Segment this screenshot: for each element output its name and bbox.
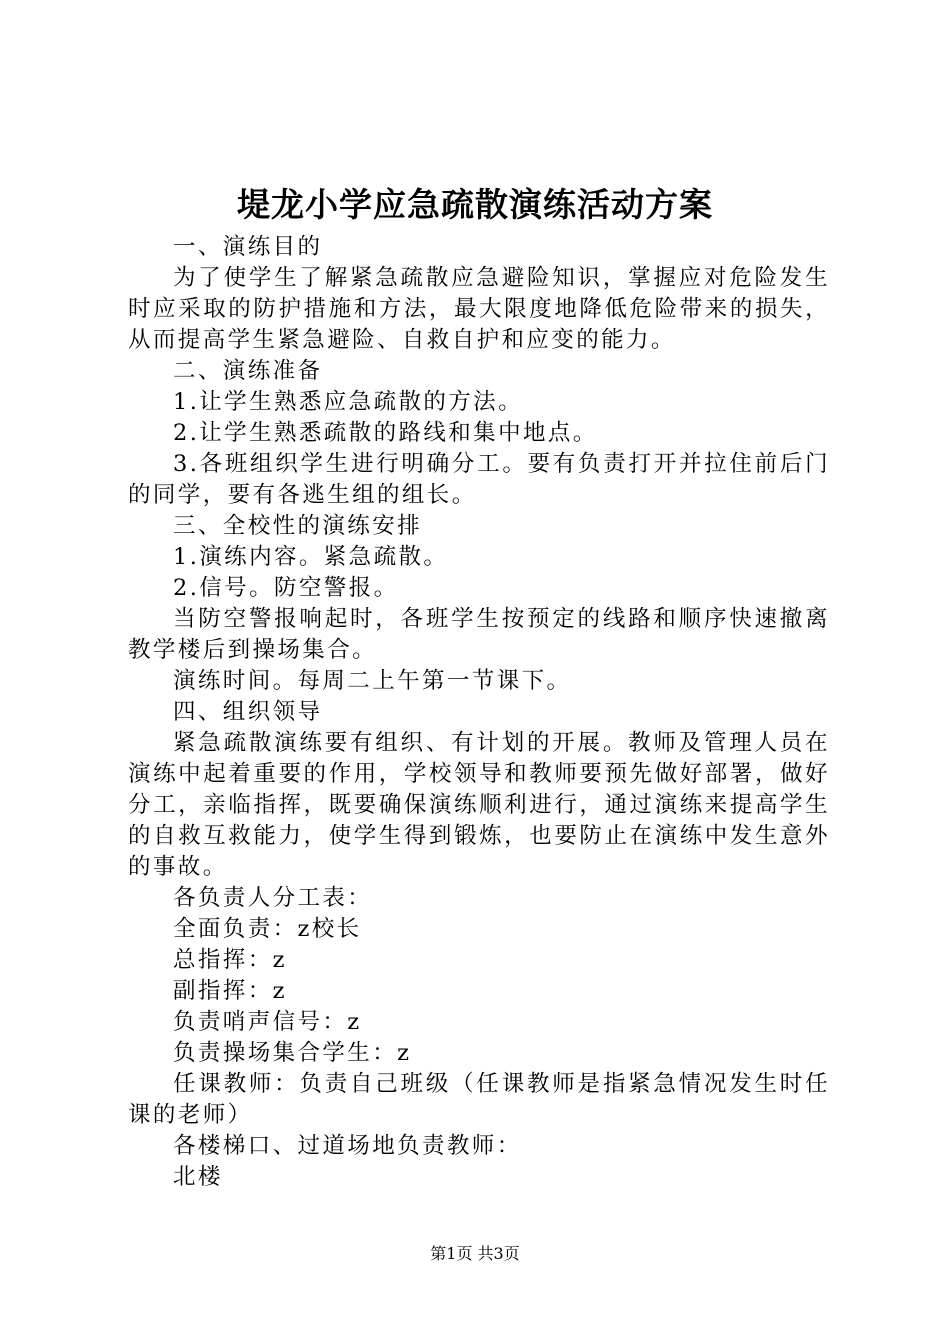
duty-whistle-signal: 负责哨声信号：z xyxy=(173,1009,362,1035)
duty-stairway-teachers: 各楼梯口、过道场地负责教师： xyxy=(173,1133,522,1159)
north-building-label: 北楼 xyxy=(173,1164,223,1190)
paragraph-drill-time: 演练时间。每周二上午第一节课下。 xyxy=(173,668,572,694)
duty-table-heading: 各负责人分工表： xyxy=(173,885,373,911)
duty-overall: 全面负责：z校长 xyxy=(173,916,362,942)
duty-deputy-commander: 副指挥：z xyxy=(173,978,287,1004)
prep-item-2: 2.让学生熟悉疏散的路线和集中地点。 xyxy=(173,420,598,446)
section-heading-arrangement: 三、全校性的演练安排 xyxy=(173,513,423,539)
paragraph-purpose: 为了使学生了解紧急疏散应急避险知识，掌握应对危险发生时应采取的防护措施和方法，最大限度地降低危险带来的损失，从而提高学生紧急避险、自救自护和应变的能力。 xyxy=(128,265,830,353)
prep-item-1: 1.让学生熟悉应急疏散的方法。 xyxy=(173,389,523,415)
paragraph-leadership: 紧急疏散演练要有组织、有计划的开展。教师及管理人员在演练中起着重要的作用，学校领导和教师要预先做好部署，做好分工，亲临指挥，既要确保演练顺利进行，通过演练来提高学生的自救互救能力，使学生得到锻炼，也要防止在演练中发生意外的事故。 xyxy=(128,730,830,880)
document-body xyxy=(128,232,830,1193)
prep-item-3: 3.各班组织学生进行明确分工。要有负责打开并拉住前后门的同学，要有各逃生组的组长。 xyxy=(128,451,830,508)
paragraph-alarm: 当防空警报响起时，各班学生按预定的线路和顺序快速撤离教学楼后到操场集合。 xyxy=(128,606,830,663)
duty-playground-assembly: 负责操场集合学生：z xyxy=(173,1040,412,1066)
section-heading-leadership: 四、组织领导 xyxy=(173,699,323,725)
section-heading-preparation: 二、演练准备 xyxy=(173,358,323,384)
document-title: 堤龙小学应急疏散演练活动方案 xyxy=(237,185,713,224)
duty-commander: 总指挥：z xyxy=(173,947,287,973)
arrangement-item-1: 1.演练内容。紧急疏散。 xyxy=(173,544,449,570)
arrangement-item-2: 2.信号。防空警报。 xyxy=(173,575,399,601)
section-heading-purpose: 一、演练目的 xyxy=(173,234,323,260)
duty-class-teachers: 任课教师：负责自己班级（任课教师是指紧急情况发生时任课的老师） xyxy=(128,1071,830,1128)
page-number-footer: 第1页 共3页 xyxy=(430,1244,520,1263)
